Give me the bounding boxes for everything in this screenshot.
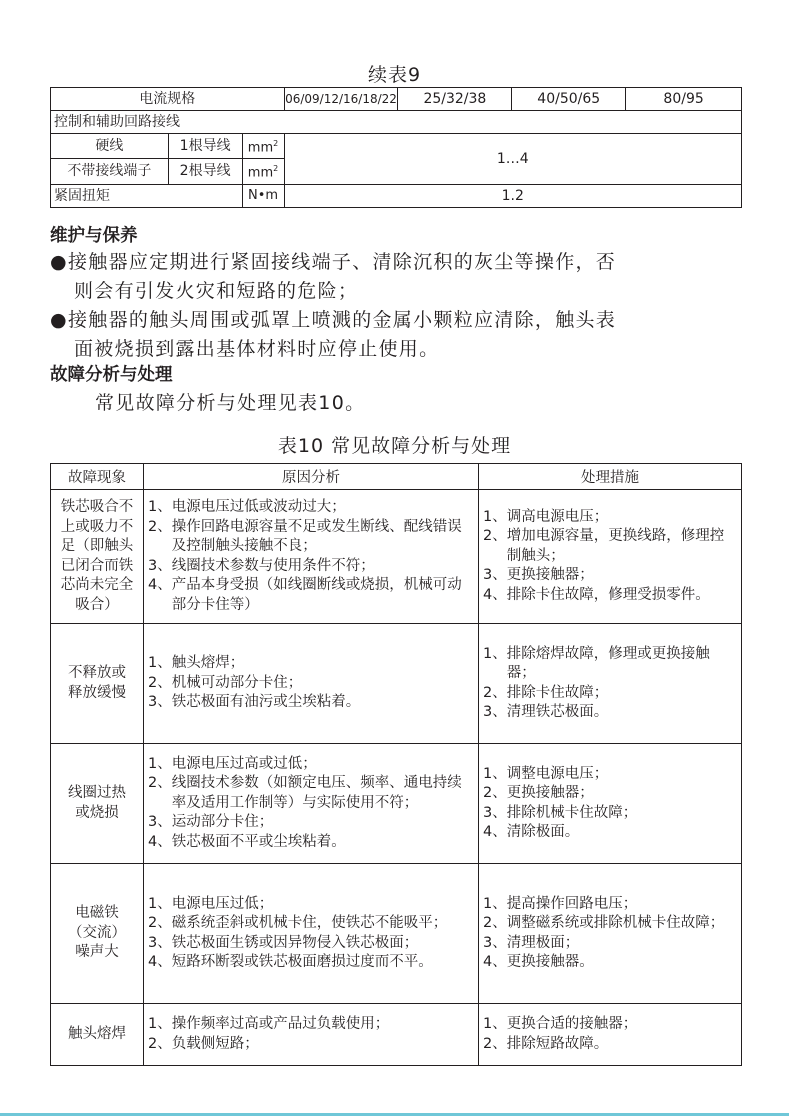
table9-torque-unit: N•m — [242, 184, 284, 207]
item-text: 负载侧短路； — [171, 1035, 259, 1052]
item-text: 铁芯极面有油污或尘埃粘着。 — [171, 694, 361, 711]
action-item — [483, 765, 737, 785]
item-text: 调整电源电压； — [506, 765, 609, 782]
action-item — [483, 934, 737, 954]
maintenance-bullet-2: ●接触器的触头周围或弧罩上喷溅的金属小颗粒应清除，触头表 面被烧损到露出基体材料时应停止使用。 — [50, 306, 745, 364]
item-number: 3、 — [483, 704, 507, 720]
symptom-line: 足（即触头 — [60, 538, 134, 554]
action-item — [483, 895, 737, 915]
item-text: 排除卡住故障，修理受损零件。 — [506, 586, 710, 603]
item-text: 排除短路故障。 — [506, 1035, 609, 1052]
item-text: 清除极面。 — [506, 824, 580, 840]
item-number: 1、 — [148, 499, 172, 515]
table9-wire-value: 1…4 — [284, 134, 742, 185]
table10-header-cause: 原因分析 — [144, 464, 479, 490]
item-number: 4、 — [483, 586, 507, 603]
item-number: 2、 — [483, 684, 507, 701]
item-number: 1、 — [148, 895, 172, 912]
action-item — [483, 645, 737, 684]
table9-wire-label-1: 1根导线 — [168, 134, 242, 159]
table10-row — [51, 490, 742, 624]
fault-heading: 故障分析与处理 — [50, 365, 173, 385]
action-item — [483, 953, 737, 973]
item-text: 更换接触器。 — [506, 954, 594, 970]
fault-causes — [144, 624, 479, 744]
item-text: 提高操作回路电压； — [506, 895, 638, 912]
action-item — [483, 566, 737, 586]
table9-wire-row-1 — [51, 134, 742, 159]
table9-torque-value: 1.2 — [284, 184, 742, 207]
symptom-line: 线圈过热 — [68, 785, 126, 801]
item-text: 电源电压过低； — [171, 895, 274, 912]
action-item — [483, 684, 737, 704]
table9-section-label: 控制和辅助回路接线 — [51, 111, 742, 134]
cause-item — [148, 755, 474, 775]
table10-header-action: 处理措施 — [479, 464, 742, 490]
fault-symptom — [51, 1004, 144, 1066]
item-text: 清理极面； — [506, 934, 580, 951]
item-text: 电源电压过高或过低； — [171, 755, 317, 772]
item-text: 磁系统歪斜或机械卡住，使铁芯不能吸平； — [171, 915, 448, 931]
table10-row — [51, 1004, 742, 1066]
item-text: 更换合适的接触器； — [506, 1016, 638, 1032]
item-number: 3、 — [148, 814, 172, 831]
table10-header-row — [51, 464, 742, 490]
bullet-dot-icon: ● — [50, 309, 68, 331]
item-number: 1、 — [148, 755, 172, 772]
cause-item — [148, 518, 474, 557]
item-text: 排除机械卡住故障； — [506, 804, 638, 821]
maintenance-bullet-1: ●接触器应定期进行紧固接线端子、清除沉积的灰尘等操作，否 则会有引发火灾和短路的危险； — [50, 248, 745, 306]
item-text: 机械可动部分卡住； — [171, 674, 303, 691]
item-number: 2、 — [148, 518, 172, 535]
item-number: 2、 — [148, 1035, 172, 1052]
item-number: 4、 — [483, 954, 507, 970]
item-number: 4、 — [148, 833, 172, 850]
cause-item — [148, 576, 474, 615]
item-number: 1、 — [148, 1016, 172, 1032]
table9-header-row — [51, 88, 742, 111]
action-item — [483, 508, 737, 528]
fault-actions — [479, 624, 742, 744]
action-item — [483, 1035, 737, 1055]
cause-item — [148, 813, 474, 833]
cause-item — [148, 1035, 474, 1055]
cause-item — [148, 498, 474, 518]
table9-wire-label-2: 2根导线 — [168, 159, 242, 184]
symptom-line: 不释放或 — [68, 665, 126, 681]
symptom-line: （交流） — [68, 924, 126, 941]
item-text: 清理铁芯极面。 — [506, 704, 609, 720]
table9-wire-unit-1: $mm^2$ — [242, 134, 284, 159]
action-item — [483, 703, 737, 723]
item-number: 1、 — [148, 655, 172, 672]
action-item — [483, 586, 737, 606]
item-number: 4、 — [483, 824, 507, 840]
symptom-line: 吸合） — [75, 596, 119, 613]
symptom-line: 电磁铁 — [75, 905, 119, 922]
fault-actions — [479, 1004, 742, 1066]
table9-header-col1: 06/09/12/16/18/22 — [284, 88, 398, 111]
table10-row — [51, 744, 742, 864]
cause-item — [148, 1015, 474, 1035]
table9-wire-type-1: 硬线 — [51, 134, 169, 159]
fault-symptom — [51, 864, 144, 1004]
action-item — [483, 823, 737, 843]
cause-item — [148, 693, 474, 713]
item-text: 产品本身受损（如线圈断线或烧损，机械可动部分卡住等） — [171, 577, 462, 613]
fault-causes — [144, 1004, 479, 1066]
fault-symptom — [51, 624, 144, 744]
symptom-line: 芯尚未完全 — [60, 577, 134, 593]
table10 — [50, 463, 742, 1066]
table10-caption: 表10 常见故障分析与处理 — [277, 435, 512, 457]
item-number: 1、 — [483, 645, 507, 662]
cause-item — [148, 914, 474, 934]
fault-actions — [479, 864, 742, 1004]
table10-header-symptom: 故障现象 — [51, 464, 144, 490]
symptom-line: 触头熔焊 — [68, 1025, 126, 1042]
table10-row — [51, 624, 742, 744]
table9-torque-label: 紧固扭矩 — [51, 184, 243, 207]
table9-header-col3: 40/50/65 — [512, 88, 626, 111]
item-number: 2、 — [483, 1035, 507, 1052]
item-number: 2、 — [483, 528, 507, 545]
item-number: 1、 — [483, 508, 507, 525]
fault-symptom — [51, 744, 144, 864]
fault-actions — [479, 744, 742, 864]
action-item — [483, 527, 737, 566]
table9-caption: 续表9 — [367, 64, 422, 86]
item-text: 短路环断裂或铁芯极面磨损过度而不平。 — [171, 954, 433, 970]
item-text: 排除熔焊故障，修理或更换接触器； — [506, 645, 710, 681]
item-text: 电源电压过低或波动过大； — [171, 499, 346, 515]
table9-header-col2: 25/32/38 — [398, 88, 512, 111]
item-number: 4、 — [148, 577, 172, 593]
item-number: 2、 — [483, 915, 507, 931]
item-number: 3、 — [483, 804, 507, 821]
table9-header-spec: 电流规格 — [51, 88, 285, 111]
item-text: 操作频率过高或产品过负载使用； — [171, 1016, 390, 1032]
item-number: 1、 — [483, 895, 507, 912]
table9-wire-type-2: 不带接线端子 — [51, 159, 169, 184]
item-number: 2、 — [148, 915, 172, 931]
fault-intro: 常见故障分析与处理见表10。 — [95, 392, 366, 414]
cause-item — [148, 674, 474, 694]
cause-item — [148, 934, 474, 954]
fault-causes — [144, 744, 479, 864]
item-text: 增加电源容量，更换线路，修理控制触头； — [506, 528, 725, 564]
symptom-line: 或烧损 — [75, 804, 119, 821]
table9-wire-unit-2: $mm^2$ — [242, 159, 284, 184]
cause-item — [148, 833, 474, 853]
fault-causes — [144, 490, 479, 624]
action-item — [483, 1015, 737, 1035]
item-number: 3、 — [148, 934, 172, 951]
fault-causes — [144, 864, 479, 1004]
table9-header-col4: 80/95 — [626, 88, 742, 111]
item-text: 铁芯极面生锈或因异物侵入铁芯极面； — [171, 934, 419, 951]
table9-torque-row — [51, 184, 742, 207]
symptom-line: 已闭合而铁 — [60, 557, 134, 574]
item-text: 触头熔焊； — [171, 655, 245, 672]
item-text: 更换接触器； — [506, 785, 594, 801]
bullet-dot-icon: ● — [50, 251, 68, 273]
item-text: 运动部分卡住； — [171, 814, 274, 831]
item-number: 2、 — [148, 775, 172, 792]
table10-row — [51, 864, 742, 1004]
item-text: 线圈技术参数（如额定电压、频率、通电持续率及适用工作制等）与实际使用不符； — [171, 775, 462, 811]
cause-item — [148, 953, 474, 973]
item-number: 1、 — [483, 765, 507, 782]
action-item — [483, 784, 737, 804]
fault-actions — [479, 490, 742, 624]
cause-item — [148, 774, 474, 813]
item-text: 铁芯极面不平或尘埃粘着。 — [171, 833, 346, 850]
table9-section-row — [51, 111, 742, 134]
symptom-line: 铁芯吸合不 — [60, 499, 134, 515]
action-item — [483, 914, 737, 934]
item-number: 1、 — [483, 1016, 507, 1032]
item-number: 2、 — [148, 674, 172, 691]
cause-item — [148, 895, 474, 915]
item-text: 更换接触器； — [506, 567, 594, 584]
symptom-line: 上或吸力不 — [60, 518, 134, 535]
item-number: 3、 — [483, 934, 507, 951]
symptom-line: 噪声大 — [75, 944, 119, 961]
action-item — [483, 804, 737, 824]
item-text: 调整磁系统或排除机械卡住故障； — [506, 915, 725, 931]
footer-accent-line — [0, 1113, 789, 1116]
item-number: 3、 — [148, 557, 172, 574]
cause-item — [148, 557, 474, 577]
item-number: 3、 — [483, 567, 507, 584]
item-number: 3、 — [148, 694, 172, 711]
cause-item — [148, 654, 474, 674]
item-number: 4、 — [148, 954, 172, 970]
item-text: 排除卡住故障； — [506, 684, 609, 701]
item-text: 调高电源电压； — [506, 508, 609, 525]
symptom-line: 释放缓慢 — [68, 684, 126, 701]
item-text: 线圈技术参数与使用条件不符； — [171, 557, 375, 574]
table9 — [50, 87, 742, 208]
item-number: 2、 — [483, 785, 507, 801]
fault-symptom — [51, 490, 144, 624]
maintenance-heading: 维护与保养 — [50, 226, 138, 246]
item-text: 操作回路电源容量不足或发生断线、配线错误及控制触头接触不良； — [171, 518, 462, 554]
